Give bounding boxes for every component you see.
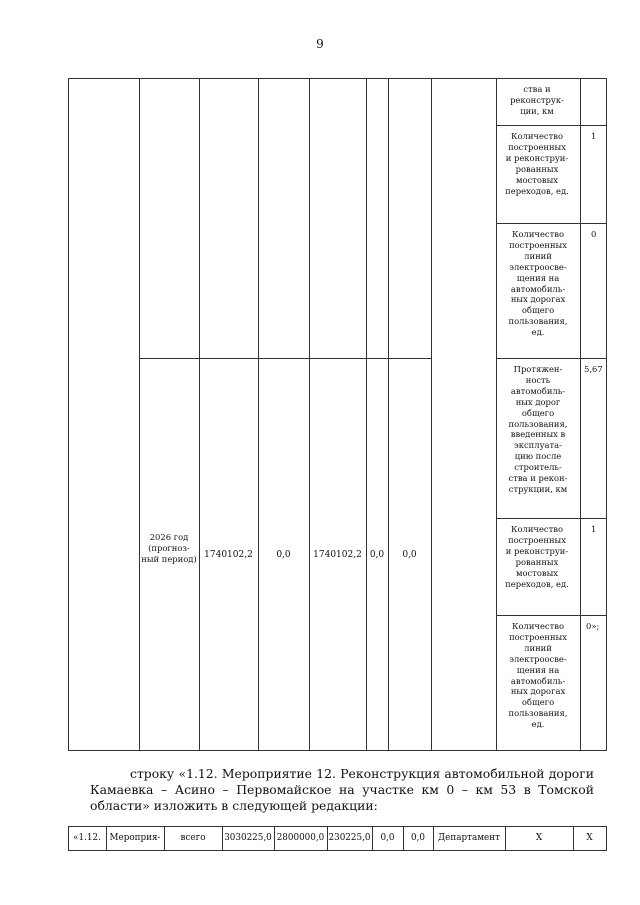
indicator-value: 1 — [591, 524, 597, 534]
bottom-col-line — [606, 826, 607, 851]
bottom-cell-local: 0,0 — [380, 833, 395, 843]
bottom-cell-executor: Департамент — [438, 833, 500, 843]
bottom-cell-regional: 230225,0 — [328, 833, 371, 843]
period-2026-cell: 2026 год (прогноз-ный период) — [141, 532, 197, 564]
table-col-line — [258, 78, 259, 751]
indicator-row-divider — [496, 358, 606, 359]
indicator-value: 1 — [591, 131, 597, 141]
table-col-line — [139, 78, 140, 751]
table-col-line — [388, 78, 389, 751]
indicator-row-divider — [496, 223, 606, 224]
table-col-line — [309, 78, 310, 751]
page-number: 9 — [316, 37, 324, 51]
value-2026-other: 0,0 — [402, 550, 417, 560]
table-col-line — [580, 78, 581, 751]
bottom-cell-number: «1.12. — [73, 833, 101, 843]
amendment-text: строку «1.12. Мероприятие 12. Реконструкция автомобильной дороги Камаевка – Асино – Первомайское на участке км 0 – км 53 в Томской области» изложить в следующей редакции: — [90, 766, 594, 814]
indicator-row-divider — [496, 615, 606, 616]
indicator-name: Протяжен-ность автомобиль-ных дорог общего пользования, введенных в эксплуата-цию после строитель-ства и рекон-струкции, км — [508, 364, 568, 494]
table-col-line — [366, 78, 367, 751]
value-2026-regional: 1740102,2 — [313, 550, 362, 560]
indicator-name: ства и реконструк-ции, км — [510, 84, 564, 116]
bottom-cell-activity: Мероприя- — [109, 833, 161, 843]
indicator-row-divider — [496, 125, 606, 126]
indicator-value: 0 — [591, 229, 597, 239]
table-bottom-border — [68, 750, 606, 751]
value-2026-total: 1740102,2 — [204, 550, 253, 560]
bottom-cell-x1: X — [535, 833, 543, 843]
bottom-row-top-border — [68, 826, 606, 827]
bottom-row-bottom-border — [68, 850, 606, 851]
indicator-name: Количество построенных линий электроосве-щения на автомобиль-ных дорогах общего пользования, ед. — [508, 229, 568, 338]
indicator-row-divider — [496, 518, 606, 519]
value-2026-local: 0,0 — [369, 550, 385, 560]
bottom-cell-other: 0,0 — [411, 833, 425, 843]
bottom-cell-x2: X — [586, 833, 593, 843]
table-top-border — [68, 78, 606, 79]
indicator-value: 5,67 — [584, 364, 603, 374]
indicator-name: Количество построенных и реконструи-рованных мостовых переходов, ед. — [505, 131, 569, 196]
bottom-cell-total-label: всего — [180, 833, 206, 843]
table-col-line — [68, 78, 69, 751]
amendment-paragraph — [90, 766, 594, 815]
indicator-value: 0»; — [586, 621, 600, 631]
bottom-cell-total: 3030225,0 — [224, 833, 272, 843]
table-col-line — [496, 78, 497, 751]
table-col-line — [199, 78, 200, 751]
indicator-name: Количество построенных и реконструи-рованных мостовых переходов, ед. — [505, 524, 569, 589]
value-2026-federal: 0,0 — [276, 550, 291, 560]
indicator-name: Количество построенных линий электроосве-щения на автомобиль-ных дорогах общего пользования, ед. — [508, 621, 568, 730]
bottom-cell-federal: 2800000,0 — [276, 833, 325, 843]
table-col-line — [431, 78, 432, 751]
table-col-line — [606, 78, 607, 751]
